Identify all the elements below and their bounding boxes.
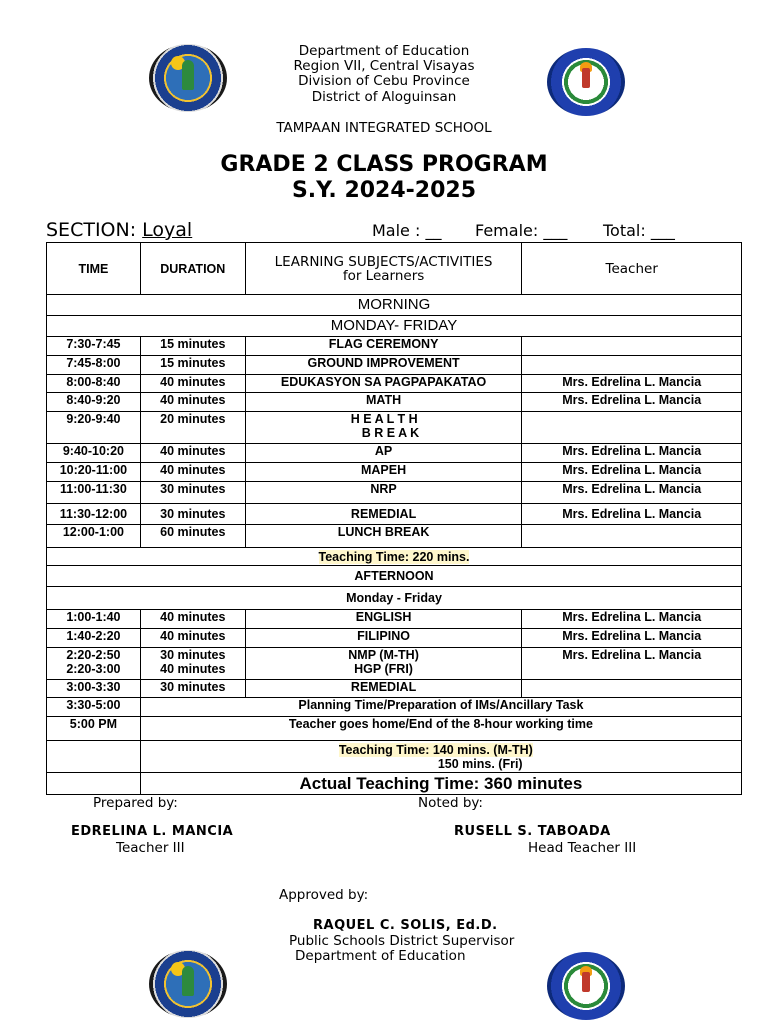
morning-teaching-time: Teaching Time: 220 mins. xyxy=(47,548,742,566)
table-row: 11:00-11:30 30 minutes NRP Mrs. Edrelina L. Mancia xyxy=(47,482,742,504)
header-line-3: Division of Cebu Province xyxy=(298,73,470,89)
health-break-cell: H E A L T H B R E A K xyxy=(245,412,522,444)
total-count: Total: ___ xyxy=(603,221,675,240)
table-row: 2:20-2:50 2:20-3:00 30 minutes 40 minutes NMP (M-TH) HGP (FRI) Mrs. Edrelina L. Mancia xyxy=(47,648,742,680)
table-row: 7:45-8:00 15 minutes GROUND IMPROVEMENT xyxy=(47,356,742,375)
header-teacher: Teacher xyxy=(522,243,742,295)
table-row: 12:00-1:00 60 minutes LUNCH BREAK xyxy=(47,525,742,548)
approved-by-name: RAQUEL C. SOLIS, Ed.D. xyxy=(313,918,498,933)
school-seal-logo-bottom xyxy=(547,952,625,1020)
female-count: Female: ___ xyxy=(475,221,568,240)
section-label: SECTION: xyxy=(46,219,137,241)
noted-by-label: Noted by: xyxy=(418,795,483,811)
school-year: S.Y. 2024-2025 xyxy=(291,178,477,203)
school-name: TAMPAAN INTEGRATED SCHOOL xyxy=(276,120,492,136)
prepared-by-name: EDRELINA L. MANCIA xyxy=(71,824,234,839)
section-row xyxy=(46,219,192,241)
male-count: Male : __ xyxy=(372,221,442,240)
actual-teaching-time: Actual Teaching Time: 360 minutes xyxy=(140,773,741,795)
table-row: 3:30-5:00 Planning Time/Preparation of IMs/Ancillary Task xyxy=(47,698,742,717)
table-row: 9:40-10:20 40 minutes AP Mrs. Edrelina L. Mancia xyxy=(47,444,742,463)
morning-label: MORNING xyxy=(47,295,742,316)
afternoon-teaching-time: Teaching Time: 140 mins. (M-TH) 150 mins. (Fri) xyxy=(140,741,741,773)
approved-by-label: Approved by: xyxy=(279,887,369,903)
noted-by-role: Head Teacher III xyxy=(528,840,637,856)
table-row: 11:30-12:00 30 minutes REMEDIAL Mrs. Edrelina L. Mancia xyxy=(47,504,742,525)
table-row: 1:40-2:20 40 minutes FILIPINO Mrs. Edrelina L. Mancia xyxy=(47,629,742,648)
noted-by-name: RUSELL S. TABOADA xyxy=(454,824,611,839)
class-program-table xyxy=(46,242,742,795)
table-header-row xyxy=(47,243,742,295)
prepared-by-label: Prepared by: xyxy=(93,795,178,811)
afternoon-label: AFTERNOON xyxy=(47,566,742,587)
header-line-4: District of Aloguinsan xyxy=(311,89,457,105)
table-row: 10:20-11:00 40 minutes MAPEH Mrs. Edrelina L. Mancia xyxy=(47,463,742,482)
table-row: 3:00-3:30 30 minutes REMEDIAL xyxy=(47,680,742,698)
page-title: GRADE 2 CLASS PROGRAM xyxy=(220,152,548,177)
header-subjects: LEARNING SUBJECTS/ACTIVITIES for Learners xyxy=(245,243,522,295)
actual-teaching-time-row xyxy=(47,773,742,795)
section-value: Loyal xyxy=(142,219,193,241)
afternoon-teaching-time-row xyxy=(47,741,742,773)
afternoon-days: Monday - Friday xyxy=(47,587,742,610)
table-row: 7:30-7:45 15 minutes FLAG CEREMONY xyxy=(47,337,742,356)
approved-by-role-1: Public Schools District Supervisor xyxy=(289,933,515,949)
table-row: 8:00-8:40 40 minutes EDUKASYON SA PAGPAPAKATAO Mrs. Edrelina L. Mancia xyxy=(47,375,742,393)
header-line-2: Region VII, Central Visayas xyxy=(293,58,475,74)
table-row: 5:00 PM Teacher goes home/End of the 8-hour working time xyxy=(47,717,742,741)
header-duration: DURATION xyxy=(140,243,245,295)
table-row: 9:20-9:40 20 minutes H E A L T H B R E A K xyxy=(47,412,742,444)
approved-by-role-2: Department of Education xyxy=(295,948,466,964)
division-seal-logo-bottom xyxy=(149,950,227,1018)
prepared-by-role: Teacher III xyxy=(116,840,185,856)
morning-days: MONDAY- FRIDAY xyxy=(47,316,742,337)
header-time: TIME xyxy=(47,243,141,295)
header-line-1: Department of Education xyxy=(298,43,470,59)
table-row: 8:40-9:20 40 minutes MATH Mrs. Edrelina L. Mancia xyxy=(47,393,742,412)
table-row: 1:00-1:40 40 minutes ENGLISH Mrs. Edrelina L. Mancia xyxy=(47,610,742,629)
